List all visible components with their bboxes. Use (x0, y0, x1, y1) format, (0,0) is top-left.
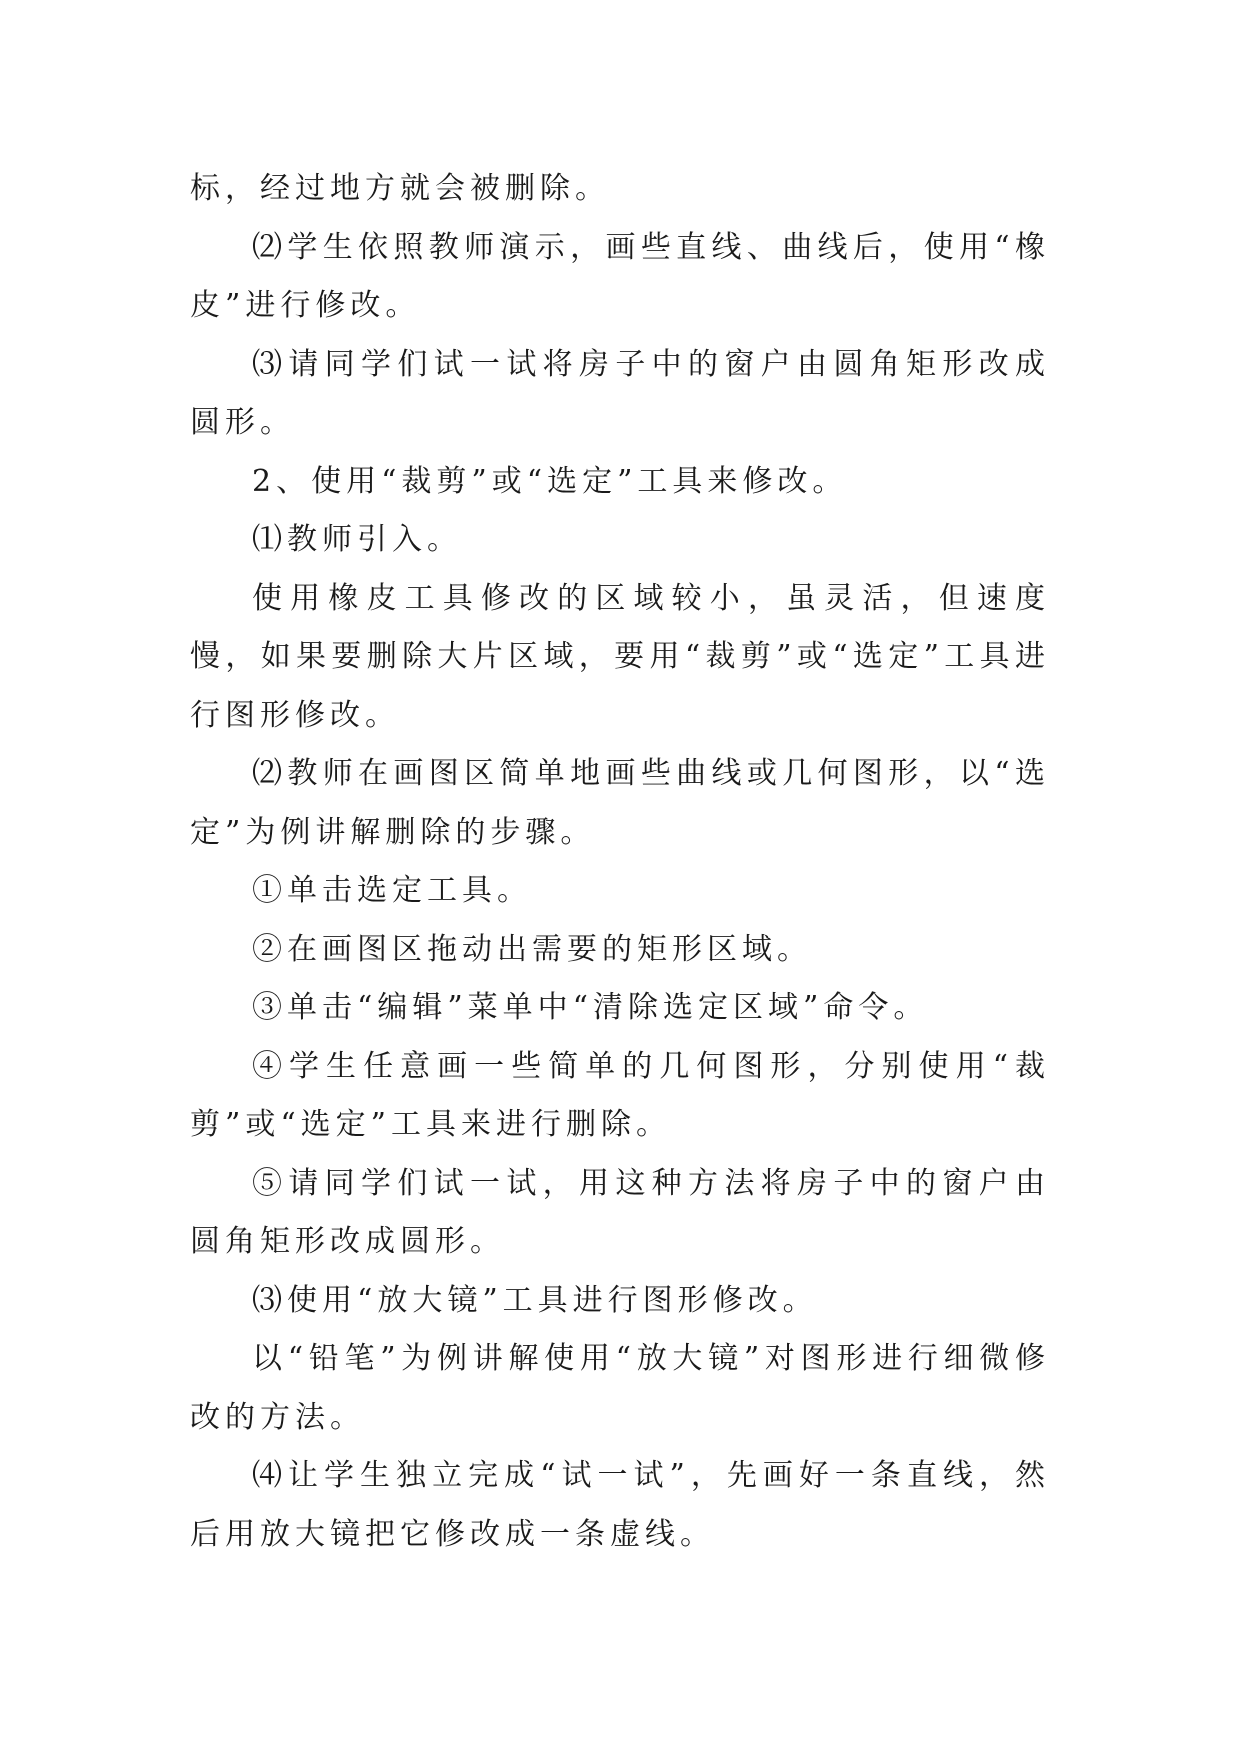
document-body (190, 160, 1050, 1564)
paragraph-2: ⑵学生依照教师演示，画些直线、曲线后，使用“橡皮”进行修改。 (190, 229, 1050, 323)
paragraph-9: ②在画图区拖动出需要的矩形区域。 (252, 931, 812, 967)
paragraph-13: ⑶使用“放大镜”工具进行图形修改。 (252, 1282, 818, 1318)
paragraph-4: 2、使用“裁剪”或“选定”工具来修改。 (252, 463, 848, 499)
paragraph-12: ⑤请同学们试一试，用这种方法将房子中的窗户由圆角矩形改成圆形。 (190, 1165, 1050, 1259)
paragraph-5: ⑴教师引入。 (252, 522, 462, 557)
paragraph-8: ①单击选定工具。 (252, 873, 532, 908)
paragraph-7: ⑵教师在画图区简单地画些曲线或几何图形，以“选定”为例讲解删除的步骤。 (190, 756, 1050, 850)
paragraph-3: ⑶请同学们试一试将房子中的窗户由圆角矩形改成圆形。 (190, 346, 1050, 440)
paragraph-10: ③单击“编辑”菜单中“清除选定区域”命令。 (252, 990, 929, 1025)
paragraph-14: 以“铅笔”为例讲解使用“放大镜”对图形进行细微修改的方法。 (190, 1341, 1050, 1435)
paragraph-11: ④学生任意画一些简单的几何图形，分别使用“裁剪”或“选定”工具来进行删除。 (190, 1048, 1050, 1142)
paragraph-15: ⑷让学生独立完成“试一试”，先画好一条直线，然后用放大镜把它修改成一条虚线。 (190, 1458, 1050, 1552)
paragraph-1: 标，经过地方就会被删除。 (190, 171, 610, 206)
paragraph-6: 使用橡皮工具修改的区域较小，虽灵活，但速度慢，如果要删除大片区域，要用“裁剪”或“选定”工具进行图形修改。 (190, 580, 1050, 733)
